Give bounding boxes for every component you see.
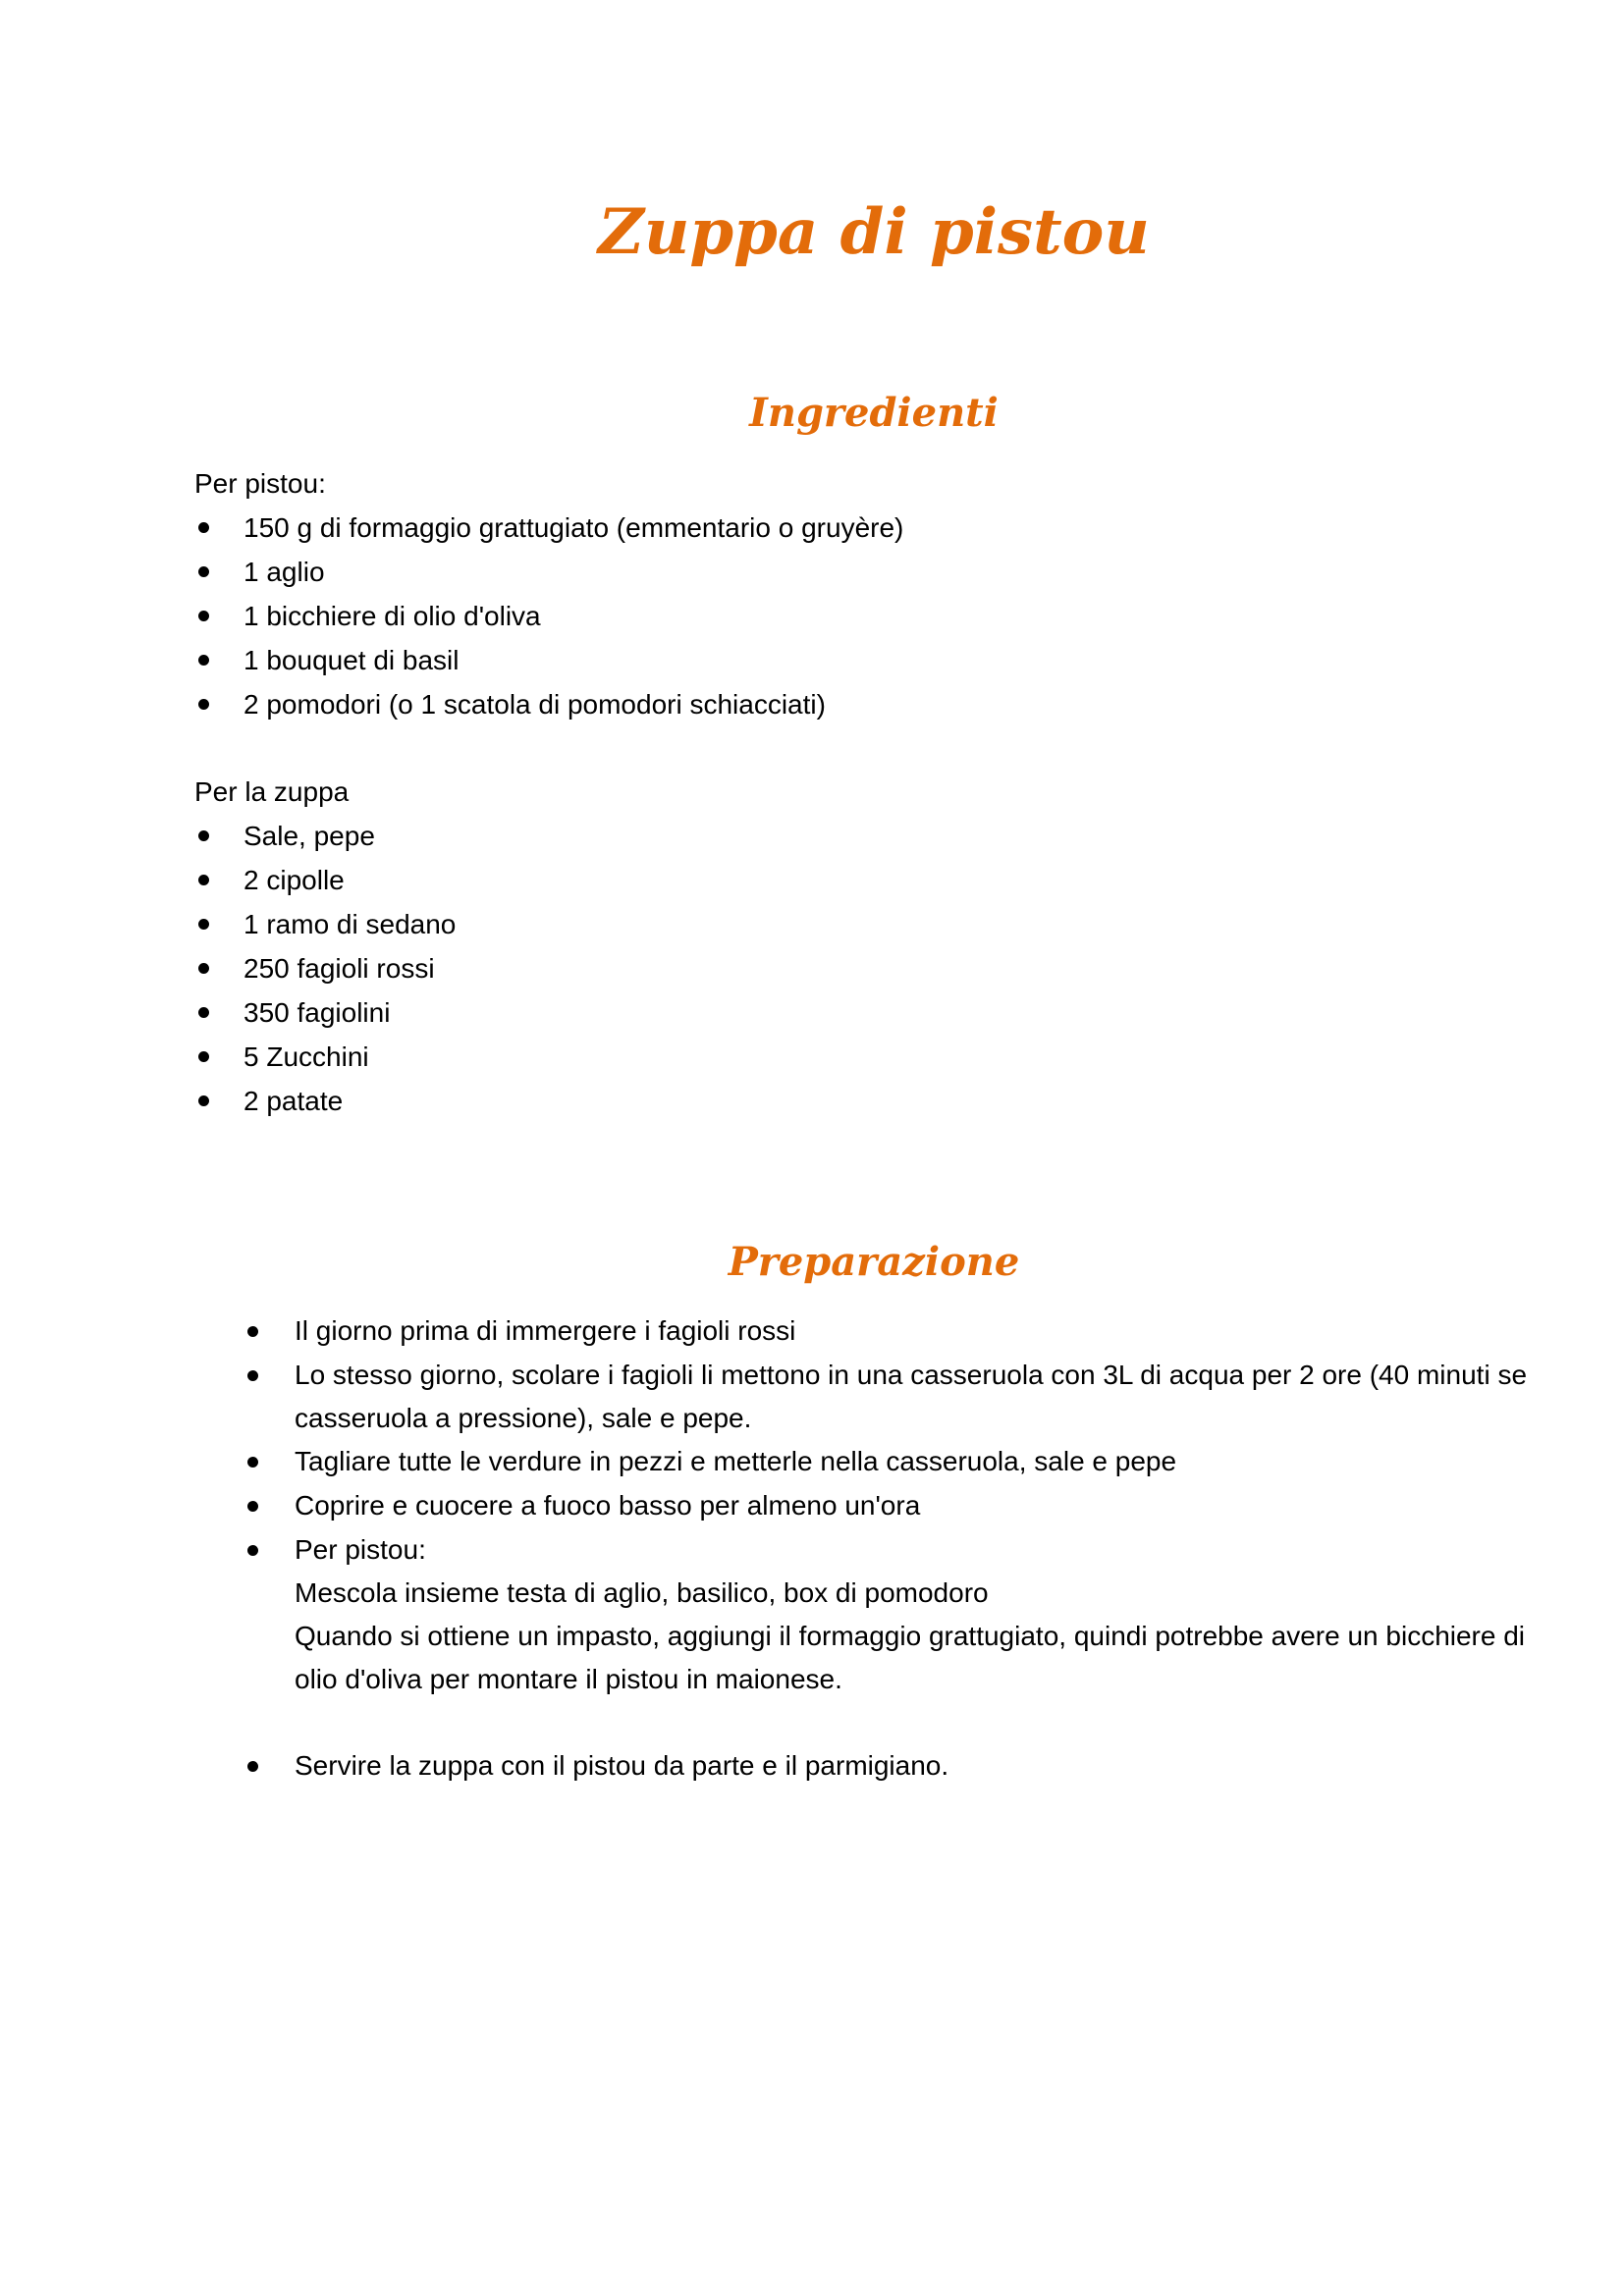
step-text: Il giorno prima di immergere i fagioli rossi	[295, 1315, 796, 1346]
preparation-step-list	[244, 1309, 1540, 1701]
bullet-icon	[247, 1501, 258, 1512]
step-text: Tagliare tutte le verdure in pezzi e metterle nella casseruola, sale e pepe	[295, 1446, 1177, 1476]
list-item	[244, 1744, 1540, 1789]
zuppa-ingredients	[194, 770, 456, 1123]
pistou-ingredient-list	[194, 506, 903, 726]
final-step-list	[244, 1744, 1540, 1789]
ingredient-text: 350 fagiolini	[244, 997, 391, 1028]
preparation-steps	[244, 1309, 1540, 1789]
bullet-icon	[198, 522, 209, 533]
step-text: Servire la zuppa con il pistou da parte e il parmigiano.	[295, 1750, 949, 1781]
ingredient-text: 2 pomodori (o 1 scatola di pomodori schiacciati)	[244, 689, 826, 720]
bullet-icon	[198, 830, 209, 841]
bullet-icon	[198, 919, 209, 930]
ingredient-text: 1 bouquet di basil	[244, 645, 460, 675]
bullet-icon	[198, 1095, 209, 1106]
bullet-icon	[198, 699, 209, 710]
pistou-ingredients	[194, 461, 903, 726]
list-item	[194, 814, 456, 858]
spacer	[244, 1701, 1540, 1744]
bullet-icon	[198, 655, 209, 666]
bullet-icon	[198, 1007, 209, 1018]
zuppa-ingredient-list	[194, 814, 456, 1123]
bullet-icon	[247, 1545, 258, 1556]
list-item	[194, 594, 903, 638]
list-item	[194, 1035, 456, 1079]
ingredient-text: Sale, pepe	[244, 821, 375, 851]
list-item	[194, 858, 456, 902]
ingredient-text: 2 cipolle	[244, 865, 345, 895]
preparation-heading: Preparazione	[728, 1239, 1020, 1285]
ingredient-text: 1 aglio	[244, 557, 325, 587]
ingredient-text: 5 Zucchini	[244, 1041, 369, 1072]
list-item	[244, 1484, 1540, 1528]
list-item	[244, 1309, 1540, 1354]
list-item	[194, 506, 903, 550]
bullet-icon	[247, 1370, 258, 1381]
ingredient-text: 250 fagioli rossi	[244, 953, 435, 984]
list-item	[244, 1440, 1540, 1484]
bullet-icon	[198, 963, 209, 974]
list-item	[194, 946, 456, 990]
recipe-title: Zuppa di pistou	[598, 195, 1150, 269]
zuppa-label: Per la zuppa	[194, 776, 350, 807]
ingredient-text: 1 bicchiere di olio d'oliva	[244, 601, 541, 631]
bullet-icon	[247, 1326, 258, 1337]
bullet-icon	[198, 1051, 209, 1062]
list-item	[244, 1528, 1540, 1701]
step-text: Per pistou:	[295, 1534, 426, 1565]
step-text: Mescola insieme testa di aglio, basilico, box di pomodoro	[295, 1577, 989, 1608]
list-item	[194, 550, 903, 594]
pistou-label: Per pistou:	[194, 468, 326, 499]
list-item	[194, 638, 903, 682]
ingredients-heading: Ingredienti	[749, 390, 999, 436]
bullet-icon	[198, 566, 209, 577]
step-text: Coprire e cuocere a fuoco basso per almeno un'ora	[295, 1490, 921, 1521]
list-item	[194, 1079, 456, 1123]
ingredient-text: 150 g di formaggio grattugiato (emmentario o gruyère)	[244, 512, 904, 543]
list-item	[194, 990, 456, 1035]
step-text: Quando si ottiene un impasto, aggiungi il formaggio grattugiato, quindi potrebbe avere un bicchiere di olio d'oliva per montare il pistou in maionese.	[295, 1621, 1526, 1694]
ingredient-text: 1 ramo di sedano	[244, 909, 457, 939]
bullet-icon	[247, 1457, 258, 1468]
list-item	[244, 1354, 1540, 1440]
bullet-icon	[198, 611, 209, 621]
list-item	[194, 682, 903, 726]
bullet-icon	[198, 875, 209, 885]
ingredient-text: 2 patate	[244, 1086, 344, 1116]
step-text: Lo stesso giorno, scolare i fagioli li mettono in una casseruola con 3L di acqua per 2 ore (40 minuti se casseruola a pressione), sale e pepe.	[295, 1360, 1528, 1433]
bullet-icon	[247, 1761, 258, 1772]
list-item	[194, 902, 456, 946]
